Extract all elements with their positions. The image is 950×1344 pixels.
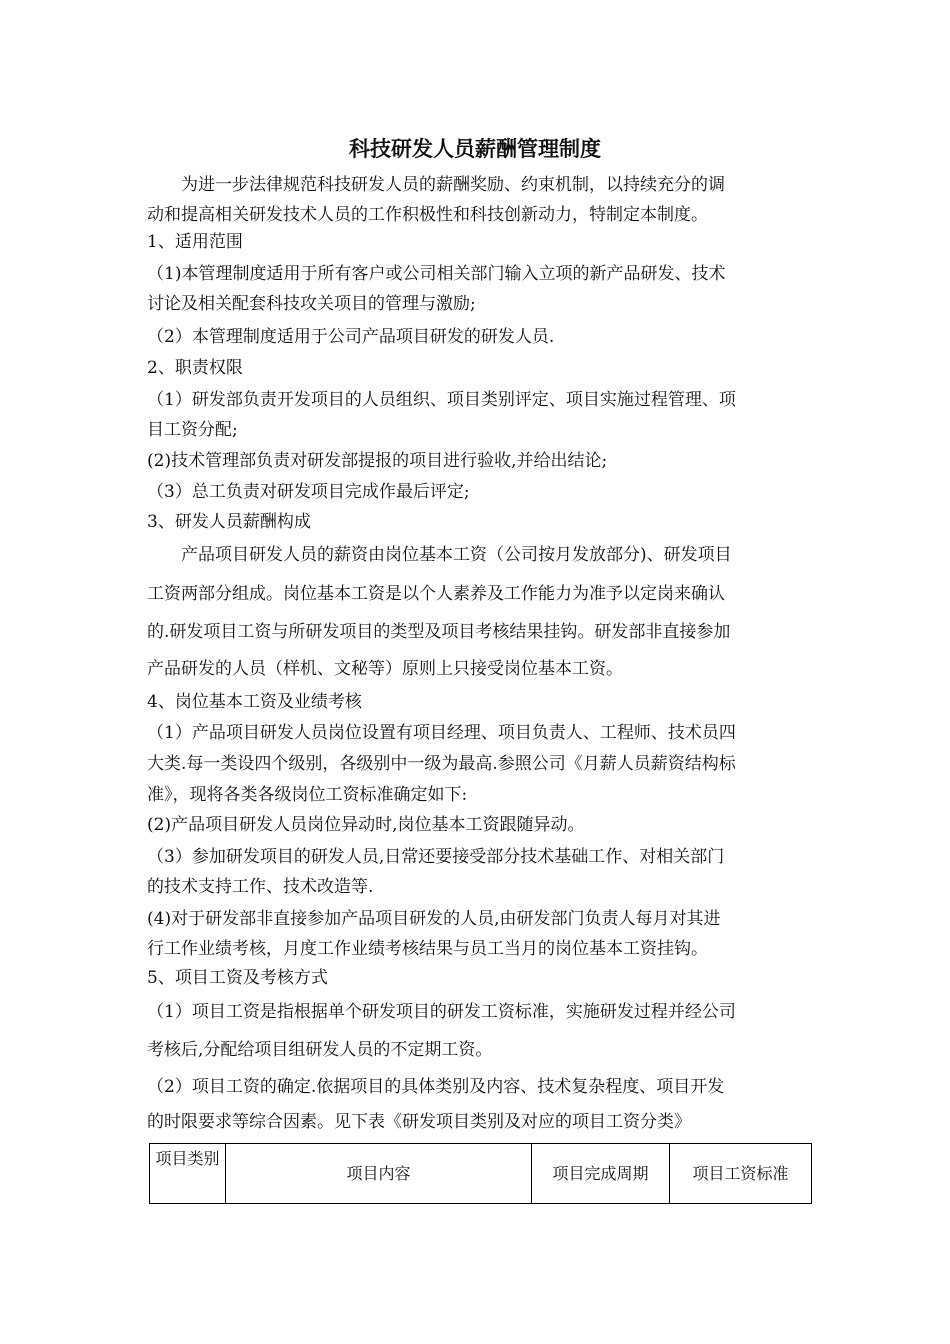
table-header-cell-period: 项目完成周期 (532, 1144, 670, 1204)
paragraph-line: (4)对于研发部非直接参加产品项目研发的人员,由研发部门负责人每月对其进 (147, 909, 721, 929)
intro-line-1: 为进一步法律规范科技研发人员的薪酬奖励、约束机制，以持续充分的调 (181, 175, 725, 195)
paragraph-line: 大类.每一类设四个级别，各级别中一级为最高.参照公司《月薪人员薪资结构标 (147, 754, 736, 774)
paragraph-line: 产品研发的人员（样机、文秘等）原则上只接受岗位基本工资。 (147, 659, 623, 679)
document-title: 科技研发人员薪酬管理制度 (349, 136, 601, 161)
table-header-row (150, 1144, 812, 1204)
paragraph-line: （3）参加研发项目的研发人员,日常还要接受部分技术基础工作、对相关部门 (147, 847, 725, 867)
paragraph-line: 目工资分配; (147, 420, 238, 440)
paragraph-line: （1）研发部负责开发项目的人员组织、项目类别评定、项目实施过程管理、项 (147, 390, 736, 410)
paragraph-line: 的时限要求等综合因素。见下表《研发项目类别及对应的项目工资分类》 (147, 1112, 691, 1132)
paragraph-line: 的.研发项目工资与所研发项目的类型及项目考核结果挂钩。研发部非直接参加 (147, 622, 731, 642)
paragraph-line: 行工作业绩考核，月度工作业绩考核结果与员工当月的岗位基本工资挂钩。 (147, 939, 708, 959)
paragraph-line: （2）本管理制度适用于公司产品项目研发的研发人员. (147, 327, 555, 347)
section-heading-responsibilities: 2、职责权限 (147, 358, 243, 378)
paragraph-line: 考核后,分配给项目组研发人员的不定期工资。 (147, 1040, 493, 1060)
table-header-cell-content: 项目内容 (226, 1144, 532, 1204)
table-header-cell-salary: 项目工资标准 (670, 1144, 812, 1204)
paragraph-line: (2)产品项目研发人员岗位异动时,岗位基本工资跟随异动。 (147, 815, 585, 835)
intro-line-2: 动和提高相关研发技术人员的工作积极性和科技创新动力，特制定本制度。 (147, 205, 708, 225)
paragraph-line: （1）产品项目研发人员岗位设置有项目经理、项目负责人、工程师、技术员四 (147, 723, 736, 743)
section-heading-compensation: 3、研发人员薪酬构成 (147, 512, 311, 532)
paragraph-line: 讨论及相关配套科技攻关项目的管理与激励; (147, 294, 476, 314)
paragraph-line: 准》，现将各类各级岗位工资标准确定如下: (147, 785, 468, 805)
table-header-cell-type: 项目类别 (150, 1144, 226, 1204)
paragraph-line: （3）总工负责对研发项目完成作最后评定; (147, 482, 470, 502)
section-heading-base-salary: 4、岗位基本工资及业绩考核 (147, 692, 362, 712)
section-heading-project-salary: 5、项目工资及考核方式 (147, 968, 328, 988)
paragraph-line: （1)本管理制度适用于所有客户或公司相关部门输入立项的新产品研发、技术 (147, 264, 726, 284)
section-heading-scope: 1、适用范围 (147, 232, 243, 252)
project-salary-table (149, 1143, 812, 1204)
paragraph-line: 产品项目研发人员的薪资由岗位基本工资（公司按月发放部分)、研发项目 (181, 545, 732, 565)
paragraph-line: （1）项目工资是指根据单个研发项目的研发工资标准，实施研发过程并经公司 (147, 1002, 736, 1022)
paragraph-line: （2）项目工资的确定.依据项目的具体类别及内容、技术复杂程度、项目开发 (147, 1077, 725, 1097)
paragraph-line: 工资两部分组成。岗位基本工资是以个人素养及工作能力为准予以定岗来确认 (147, 584, 725, 604)
paragraph-line: 的技术支持工作、技术改造等. (147, 877, 374, 897)
paragraph-line: (2)技术管理部负责对研发部提报的项目进行验收,并给出结论; (147, 451, 608, 471)
